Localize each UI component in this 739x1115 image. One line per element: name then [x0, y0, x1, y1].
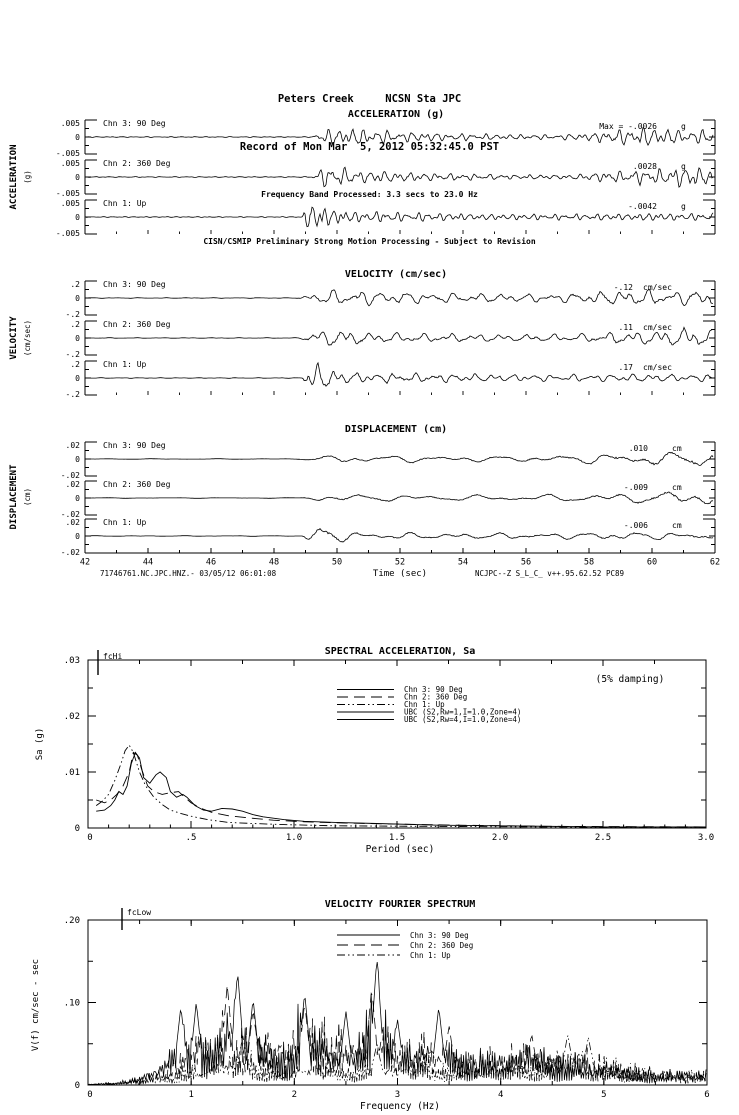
- chart-title: SPECTRAL ACCELERATION, Sa: [324, 646, 476, 657]
- peak-unit: cm/sec: [643, 323, 672, 332]
- waveform-displacement-chn2: [86, 492, 713, 504]
- xtick-label: 3: [394, 1090, 401, 1100]
- channel-label: Chn 3: 90 Deg: [103, 119, 166, 128]
- peak-value: -.12: [613, 283, 633, 292]
- damping-annotation: (5% damping): [595, 674, 665, 685]
- channel-label: Chn 2: 360 Deg: [103, 320, 171, 329]
- ytick-label: -.005: [55, 189, 80, 198]
- ytick-label: 0: [75, 173, 80, 182]
- ytick-label: .005: [60, 199, 80, 208]
- side-axis-label: DISPLACEMENT: [9, 464, 19, 530]
- record-datetime: Record of Mon Mar 5, 2012 05:32:45.0 PST: [239, 141, 500, 153]
- waveform-acceleration-chn1: [86, 207, 713, 227]
- footer-record-id: 71746761.NC.JPC.HNZ.- 03/05/12 06:01:08: [100, 569, 277, 578]
- peak-value: -.006: [623, 521, 648, 530]
- ytick-label: -.02: [60, 471, 80, 480]
- xtick-label: .5: [185, 833, 197, 843]
- time-tick-label: 62: [709, 557, 721, 568]
- fchi-marker-label: fcHi: [103, 652, 123, 661]
- ytick-label: 0: [74, 1081, 80, 1091]
- ytick-label: -.02: [60, 510, 80, 519]
- legend-entry: Chn 3: 90 Deg: [410, 931, 469, 940]
- peak-unit: cm: [672, 521, 682, 530]
- ytick-label: .03: [63, 656, 80, 666]
- time-tick-label: 48: [268, 557, 280, 568]
- channel-label: Chn 2: 360 Deg: [103, 480, 171, 489]
- time-tick-label: 46: [205, 557, 217, 568]
- time-tick-label: 50: [331, 557, 343, 568]
- ytick-label: .2: [70, 320, 80, 329]
- ytick-label: -.2: [65, 350, 80, 359]
- ytick-label: 0: [75, 494, 80, 503]
- ytick-label: .2: [70, 360, 80, 369]
- peak-value: -.009: [623, 483, 648, 492]
- channel-label: Chn 3: 90 Deg: [103, 280, 166, 289]
- sa-curve-3: [96, 745, 706, 827]
- timeseries-chart: [0, 105, 739, 580]
- xtick-label: 2: [291, 1090, 298, 1100]
- side-axis-label: ACCELERATION: [9, 144, 19, 210]
- ytick-label: .02: [65, 518, 80, 527]
- waveform-acceleration-chn3: [86, 128, 713, 145]
- processing-note: CISN/CSMIP Preliminary Strong Motion Processing - Subject to Revision: [203, 237, 536, 246]
- y-axis-title: Sa (g): [35, 727, 45, 761]
- xtick-label: 1.0: [285, 833, 303, 843]
- side-axis-unit: (g): [23, 170, 32, 184]
- xtick-label: 3.0: [697, 833, 715, 843]
- ytick-label: .02: [63, 712, 80, 722]
- time-tick-label: 44: [142, 557, 154, 568]
- ytick-label: .2: [70, 280, 80, 289]
- y-axis-title: V(f) cm/sec - sec: [31, 958, 41, 1052]
- time-axis-title: Time (sec): [372, 569, 428, 579]
- ytick-label: 0: [75, 133, 80, 142]
- time-tick-label: 60: [646, 557, 658, 568]
- ytick-label: .10: [63, 998, 80, 1009]
- time-tick-label: 54: [457, 557, 469, 568]
- section-title: DISPLACEMENT (cm): [344, 424, 448, 435]
- section-title: ACCELERATION (g): [347, 109, 445, 120]
- xtick-label: 4: [497, 1090, 504, 1100]
- channel-label: Chn 1: Up: [103, 360, 147, 369]
- peak-unit: g: [681, 202, 686, 211]
- xtick-label: 2.0: [491, 833, 509, 843]
- fclow-marker-label: fcLow: [127, 908, 152, 917]
- channel-label: Chn 1: Up: [103, 199, 147, 208]
- ytick-label: -.005: [55, 149, 80, 158]
- ytick-label: -.2: [65, 310, 80, 319]
- ytick-label: .005: [60, 159, 80, 168]
- xtick-label: 0: [87, 1090, 93, 1100]
- peak-unit: cm: [672, 483, 682, 492]
- peak-value: -.0042: [628, 202, 657, 211]
- ytick-label: .02: [65, 480, 80, 489]
- legend-entry: Chn 3: 90 Deg: [404, 685, 463, 694]
- ytick-label: -.02: [60, 548, 80, 557]
- peak-unit: g: [681, 162, 686, 171]
- ytick-label: 0: [75, 374, 80, 383]
- ytick-label: 0: [75, 294, 80, 303]
- channel-label: Chn 3: 90 Deg: [103, 441, 166, 450]
- peak-value: Max = -.0026: [599, 122, 657, 131]
- time-tick-label: 58: [583, 557, 595, 568]
- ytick-label: -.2: [65, 390, 80, 399]
- velocity-fourier-spectrum-chart: [0, 893, 739, 1115]
- section-title: VELOCITY (cm/sec): [344, 269, 448, 280]
- time-tick-label: 52: [394, 557, 406, 568]
- side-axis-label: VELOCITY: [9, 316, 19, 360]
- xtick-label: 0: [87, 833, 93, 843]
- peak-unit: cm: [672, 444, 682, 453]
- time-tick-label: 42: [79, 557, 91, 568]
- waveform-displacement-chn1: [86, 529, 713, 542]
- peak-value: .0028: [632, 162, 657, 171]
- legend-entry: Chn 2: 360 Deg: [404, 692, 468, 702]
- footer-processing-id: NCJPC--Z S_L_C_ v++.95.62.52 PC89: [475, 569, 625, 578]
- frequency-band-note: Frequency Band Processed: 3.3 secs to 23.0 Hz: [261, 190, 478, 199]
- x-axis-title: Period (sec): [365, 844, 435, 855]
- peak-value: .010: [628, 444, 648, 453]
- ytick-label: -.005: [55, 229, 80, 238]
- ytick-label: 0: [75, 455, 80, 464]
- channel-label: Chn 2: 360 Deg: [103, 159, 171, 168]
- side-axis-unit: (cm/sec): [23, 319, 32, 357]
- ytick-label: 0: [75, 213, 80, 222]
- spectral-acceleration-chart: [0, 640, 739, 875]
- time-tick-label: 56: [520, 557, 532, 568]
- legend-entry: Chn 2: 360 Deg: [410, 941, 474, 950]
- station-title: Peters Creek NCSN Sta JPC: [277, 93, 462, 105]
- ytick-label: 0: [75, 532, 80, 541]
- xtick-label: 6: [704, 1090, 710, 1100]
- xtick-label: 1.5: [388, 833, 406, 843]
- ytick-label: .01: [63, 768, 80, 778]
- ytick-label: .005: [60, 119, 80, 128]
- xtick-label: 5: [601, 1090, 607, 1100]
- xtick-label: 2.5: [594, 833, 612, 843]
- peak-unit: cm/sec: [643, 363, 672, 372]
- ytick-label: .02: [65, 441, 80, 450]
- side-axis-unit: (cm): [23, 487, 32, 507]
- peak-value: .11: [618, 323, 633, 332]
- legend-entry: Chn 1: Up: [404, 700, 445, 709]
- ytick-label: 0: [74, 824, 80, 834]
- legend-entry: Chn 1: Up: [410, 951, 451, 960]
- waveform-displacement-chn3: [86, 452, 713, 465]
- peak-unit: cm/sec: [643, 283, 672, 292]
- x-axis-title: Frequency (Hz): [359, 1101, 441, 1112]
- fourier-curve-chn2: [88, 985, 706, 1084]
- peak-unit: g: [681, 122, 686, 131]
- plot-frame: [88, 660, 706, 828]
- waveform-acceleration-chn2: [86, 167, 713, 187]
- peak-value: .17: [618, 363, 633, 372]
- legend-entry: UBC (S2,Rw=1,I=1.0,Zone=4): [404, 707, 522, 717]
- channel-label: Chn 1: Up: [103, 518, 147, 527]
- chart-title: VELOCITY FOURIER SPECTRUM: [324, 899, 476, 910]
- ytick-label: 0: [75, 334, 80, 343]
- legend-entry: UBC (S2,Rw=4,I=1.0,Zone=4): [404, 715, 522, 724]
- ytick-label: .20: [63, 916, 80, 926]
- xtick-label: 1: [188, 1090, 194, 1100]
